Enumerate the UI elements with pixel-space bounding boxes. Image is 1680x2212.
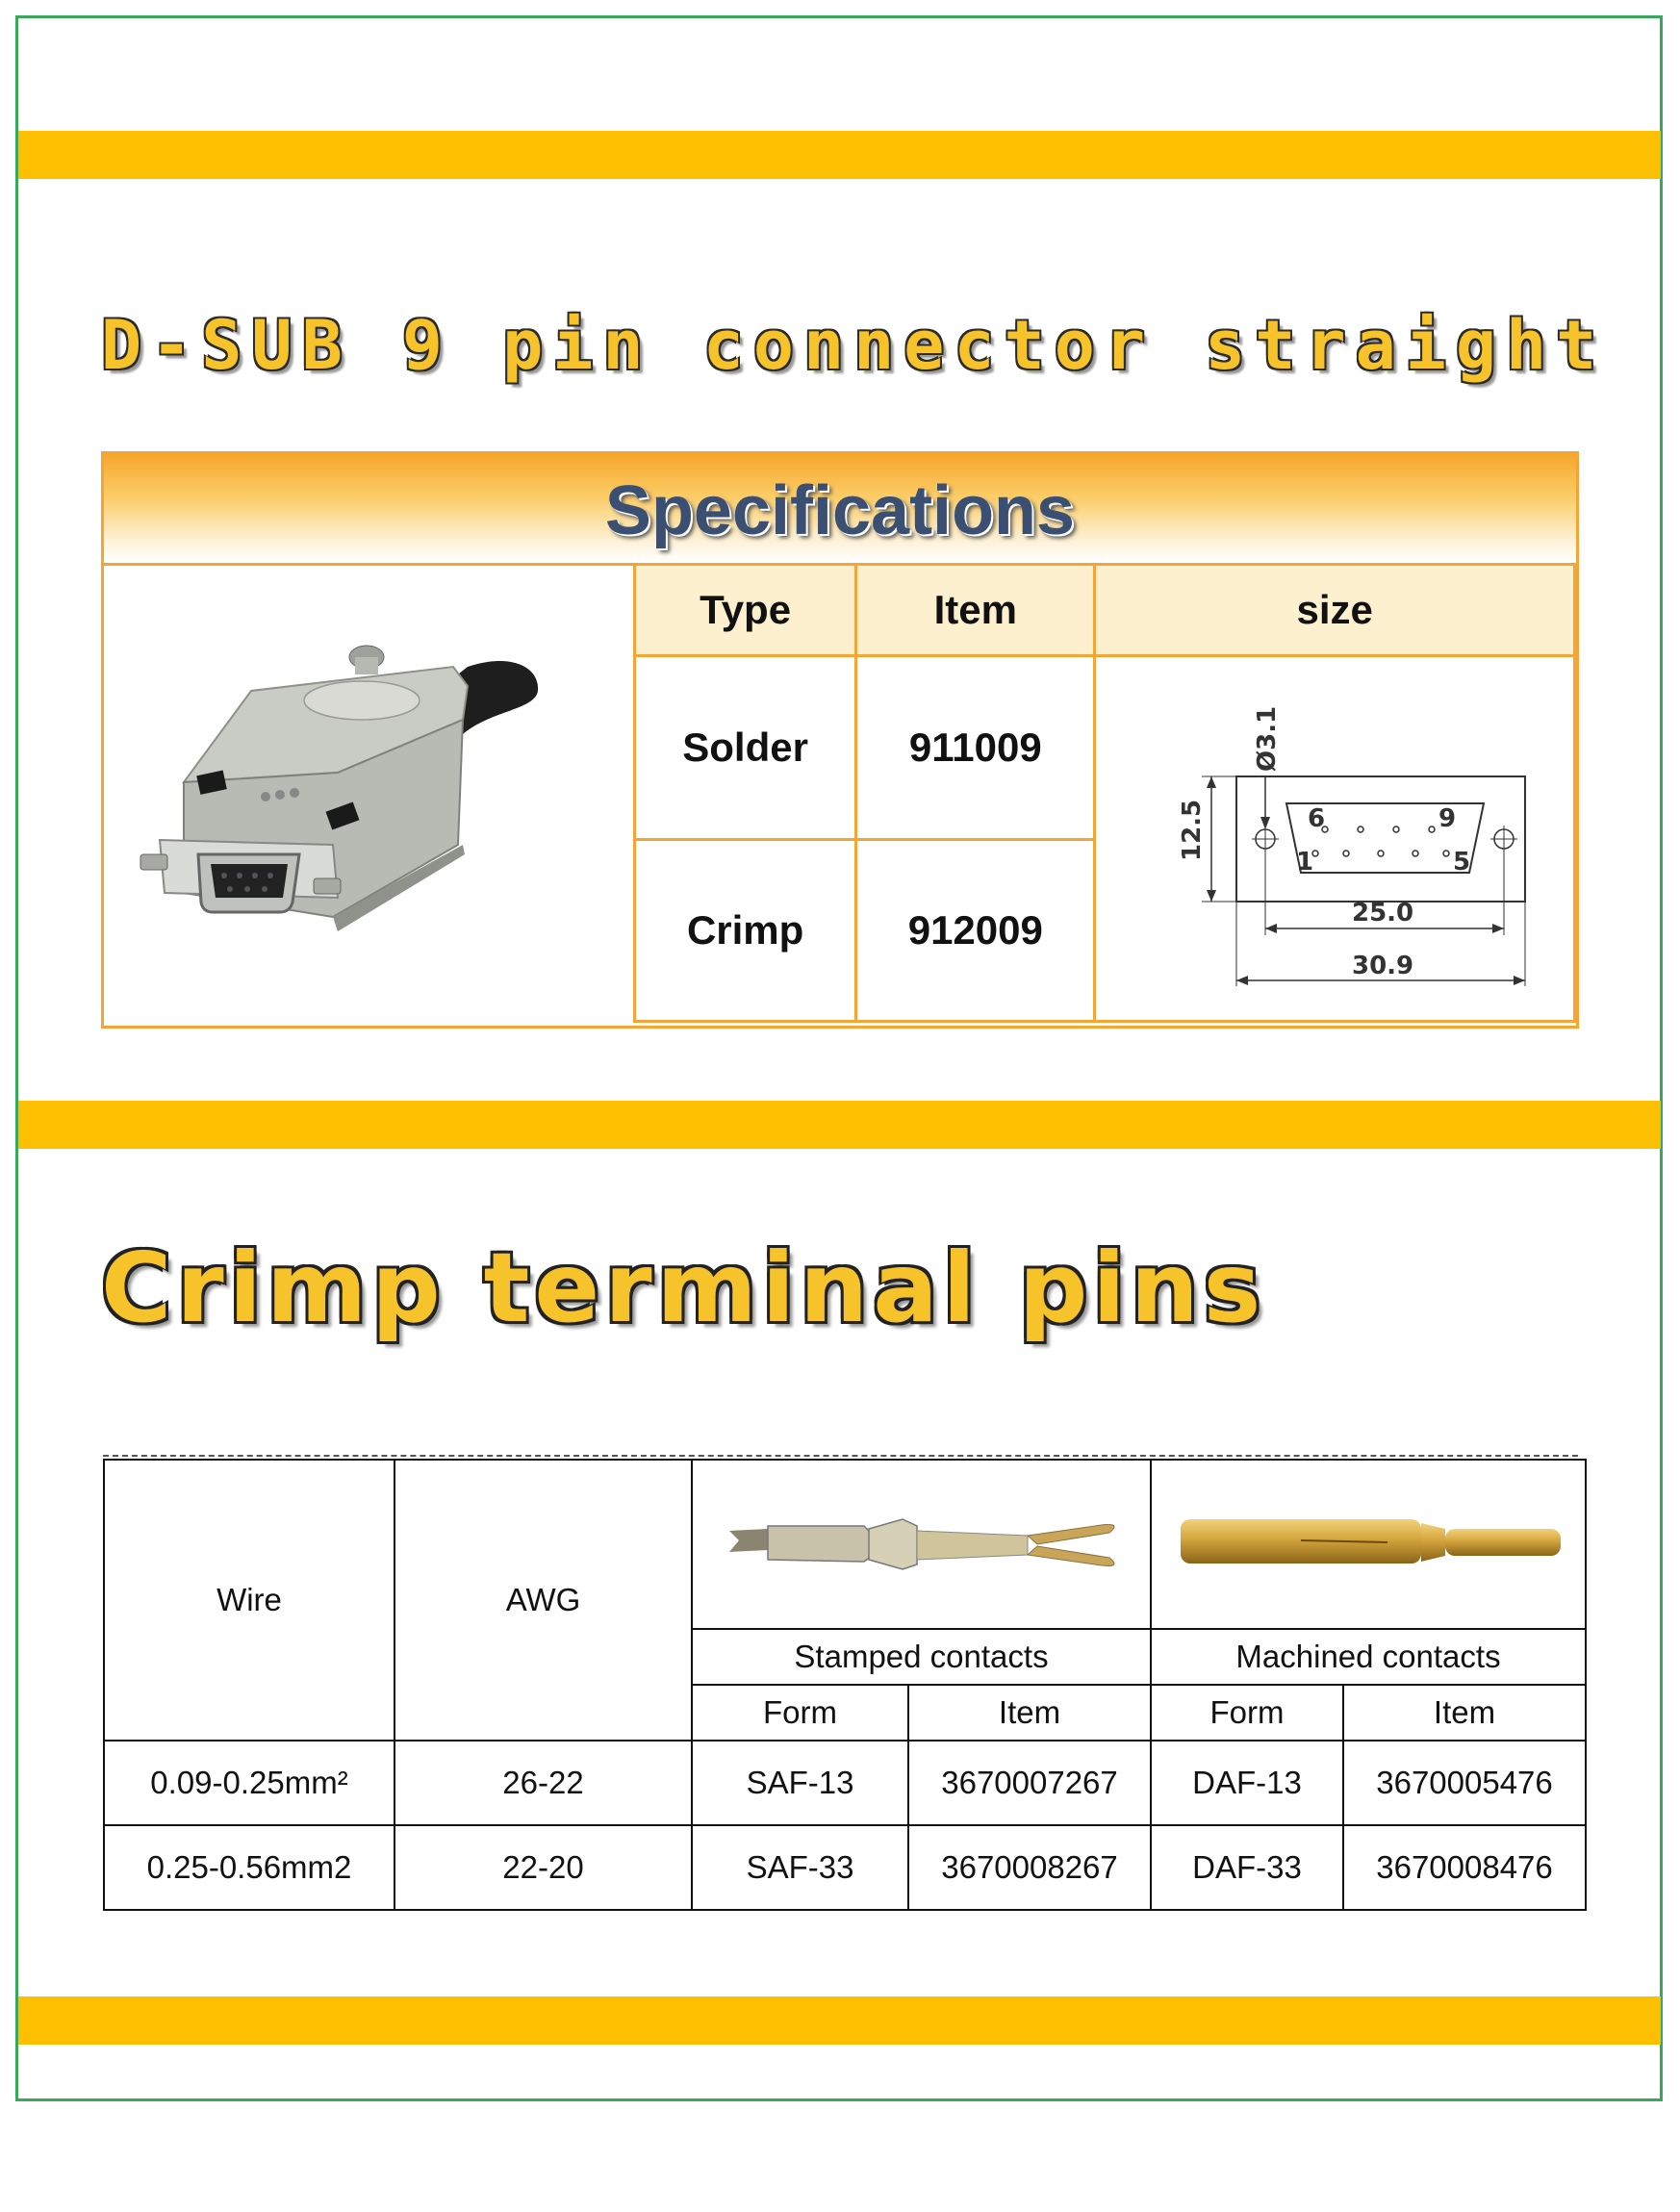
table-row: [104, 1741, 1586, 1825]
middle-yellow-band: [18, 1101, 1661, 1149]
stamped-contacts-label: Stamped contacts: [692, 1629, 1151, 1685]
type-cell: Crimp: [635, 840, 856, 1022]
pin-5-label: 5: [1453, 847, 1471, 877]
crimp-heading: Crimp terminal pins: [101, 1232, 1266, 1344]
machined-contact-image-cell: [1151, 1460, 1586, 1629]
specifications-table: [633, 563, 1576, 1023]
machined-contact-image: [1157, 1483, 1580, 1598]
bottom-yellow-band: [18, 1996, 1661, 2045]
pin-6-label: 6: [1308, 803, 1326, 833]
pin-1-label: 1: [1296, 847, 1314, 877]
dimension-drawing: [1133, 680, 1537, 998]
outer-width-label: 30.9: [1352, 951, 1414, 980]
inner-width-label: 25.0: [1352, 898, 1414, 928]
stamped-contact-image-cell: [692, 1460, 1151, 1629]
connector-heading: D-SUB 9 pin connector straight: [101, 306, 1607, 385]
top-yellow-band: [18, 131, 1661, 179]
machined-form-header: Form: [1151, 1685, 1343, 1741]
stamped-item-header: Item: [908, 1685, 1151, 1741]
machined-form-cell: DAF-33: [1151, 1825, 1343, 1910]
wire-cell: 0.25-0.56mm2: [104, 1825, 395, 1910]
height-dimension-label: 12.5: [1178, 799, 1208, 861]
specifications-title: Specifications: [604, 472, 1076, 549]
machined-item-cell: 3670008476: [1343, 1825, 1586, 1910]
item-cell: 911009: [856, 656, 1095, 840]
table-row: [104, 1825, 1586, 1910]
specifications-header: [104, 454, 1576, 566]
machined-contacts-label: Machined contacts: [1151, 1629, 1586, 1685]
awg-cell: 26-22: [395, 1741, 692, 1825]
pin-9-label: 9: [1438, 803, 1457, 833]
stamped-form-cell: SAF-33: [692, 1825, 908, 1910]
wire-cell: 0.09-0.25mm²: [104, 1741, 395, 1825]
stamped-form-header: Form: [692, 1685, 908, 1741]
machined-form-cell: DAF-13: [1151, 1741, 1343, 1825]
crimp-pins-table: [103, 1459, 1587, 1911]
stamped-item-cell: 3670008267: [908, 1825, 1151, 1910]
item-cell: 912009: [856, 840, 1095, 1022]
table-top-dashed-line: [103, 1455, 1578, 1457]
item-header: Item: [856, 565, 1095, 656]
type-header: Type: [635, 565, 856, 656]
dimension-drawing-cell: [1095, 656, 1575, 1022]
machined-item-cell: 3670005476: [1343, 1741, 1586, 1825]
stamped-contact-image: [710, 1483, 1133, 1598]
dsub-connector-image: [107, 566, 637, 1026]
type-cell: Solder: [635, 656, 856, 840]
wire-header: Wire: [104, 1460, 395, 1741]
specifications-panel: [101, 451, 1579, 1029]
size-header: size: [1095, 565, 1575, 656]
machined-item-header: Item: [1343, 1685, 1586, 1741]
hole-diameter-label: Ø3.1: [1253, 705, 1283, 772]
stamped-item-cell: 3670007267: [908, 1741, 1151, 1825]
stamped-form-cell: SAF-13: [692, 1741, 908, 1825]
awg-header: AWG: [395, 1460, 692, 1741]
awg-cell: 22-20: [395, 1825, 692, 1910]
